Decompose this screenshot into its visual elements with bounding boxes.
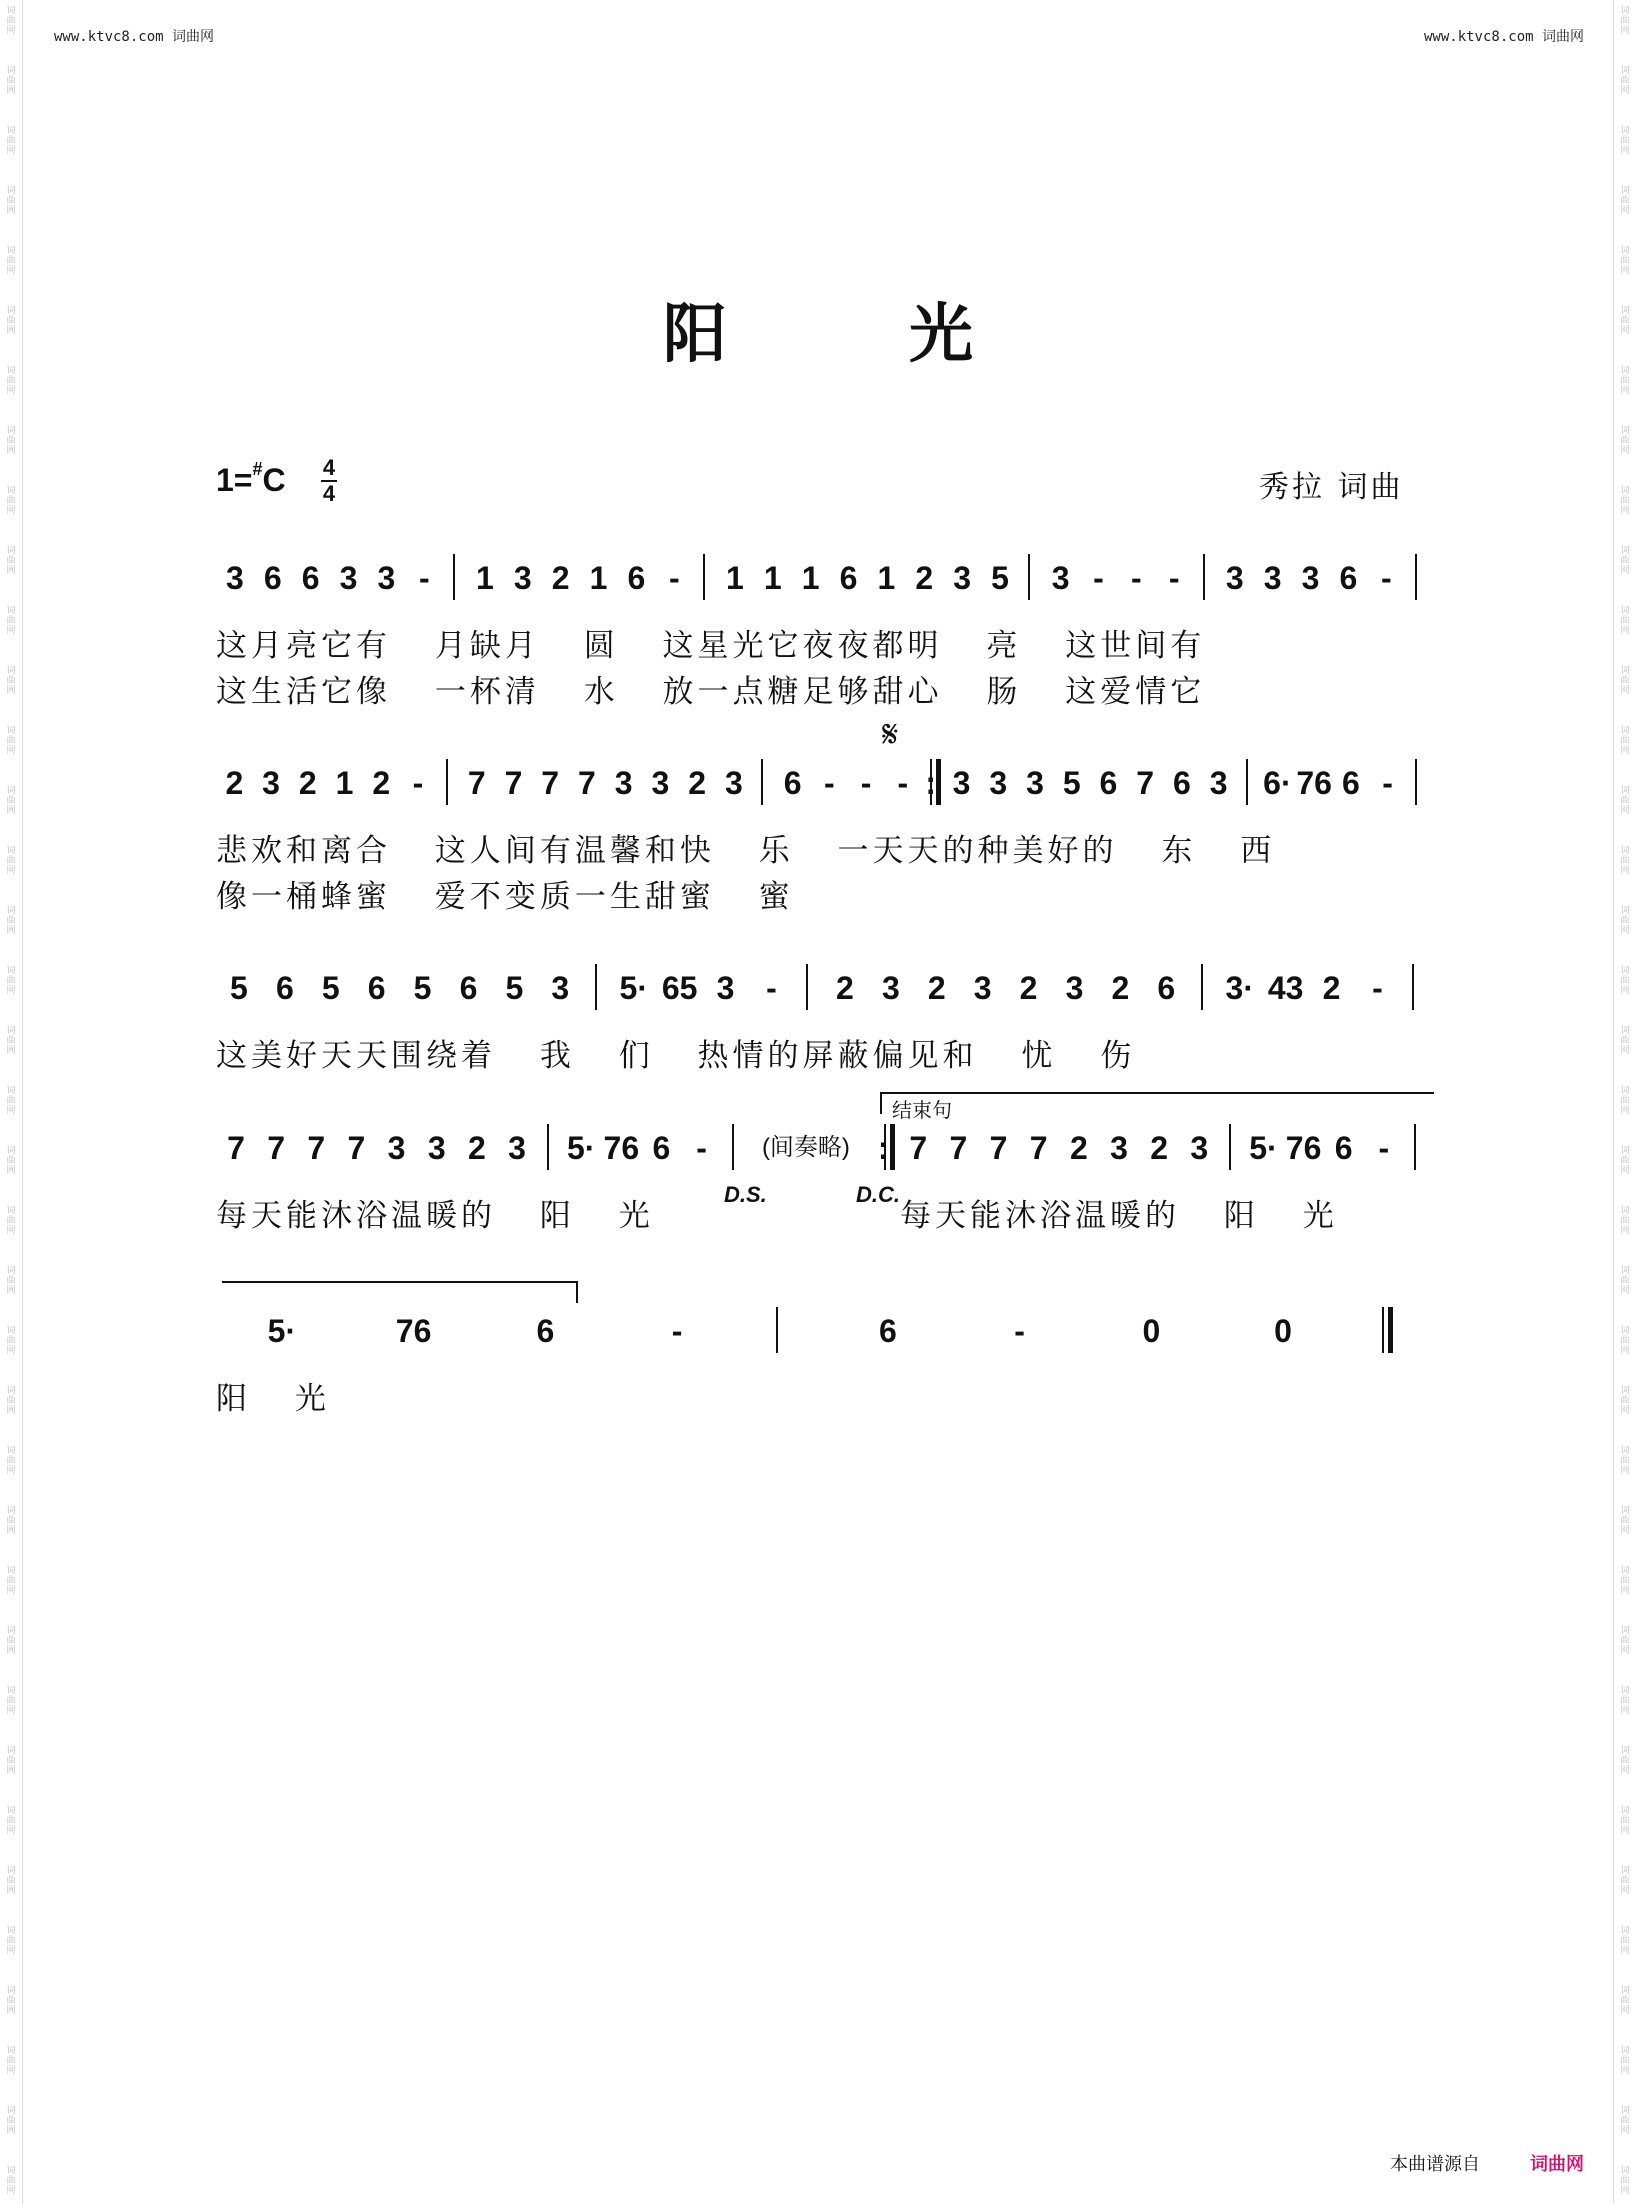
edge-watermark-text: 词 曲 网: [6, 1806, 16, 1836]
edge-watermark-text: 词 曲 网: [1620, 486, 1630, 516]
note: 6: [367, 970, 386, 1006]
barline: [595, 964, 597, 1010]
note: -: [696, 1130, 707, 1166]
note: -: [1093, 560, 1104, 596]
edge-watermark-text: 词 曲 网: [6, 1326, 16, 1356]
note: 3: [1065, 970, 1084, 1006]
lyric-line-2: 这生活它像 一杯清 水 放一点糖足够甜心 肠 这爱情它: [216, 674, 1206, 710]
barline: [446, 759, 448, 805]
staff-row: [216, 765, 1428, 825]
note: 1: [589, 560, 608, 596]
edge-watermark-text: 词 曲 网: [6, 486, 16, 516]
note: 6: [1339, 560, 1358, 596]
edge-watermark-text: 词 曲 网: [1620, 366, 1630, 396]
note: 6: [783, 765, 802, 801]
note: 7: [578, 765, 596, 801]
barline: [1229, 1124, 1231, 1170]
note: 3·: [1225, 970, 1254, 1006]
note: 3: [1110, 1130, 1128, 1166]
edge-watermark-text: 词 曲 网: [1620, 1566, 1630, 1596]
note: 7: [1136, 765, 1155, 801]
note: -: [1378, 1130, 1390, 1166]
edge-watermark-text: 词 曲 网: [1620, 1506, 1630, 1536]
note: 3: [716, 970, 735, 1006]
lyric-line-1: 这月亮它有 月缺月 圆 这星光它夜夜都明 亮 这世间有: [216, 628, 1206, 664]
note: 1: [335, 765, 354, 801]
edge-watermark-text: 词 曲 网: [6, 726, 16, 756]
edge-watermark-text: 词 曲 网: [6, 1686, 16, 1716]
note: -: [860, 765, 872, 801]
time-signature: 4 4: [322, 455, 336, 506]
staff-row: [216, 560, 1428, 620]
note: 3: [651, 765, 670, 801]
barline: [1382, 1307, 1384, 1353]
lyric-line-1: 阳 光: [216, 1381, 330, 1417]
edge-watermark-text: 词 曲 网: [6, 1446, 16, 1476]
note: 3: [1263, 560, 1282, 596]
note: 5·: [267, 1313, 297, 1349]
note: 3: [226, 560, 244, 596]
edge-watermark-text: 词 曲 网: [6, 786, 16, 816]
ds-mark: D.S.: [724, 1182, 767, 1207]
edge-watermark-text: 词 曲 网: [6, 1266, 16, 1296]
note: 2: [927, 970, 946, 1006]
note: 3: [1301, 560, 1320, 596]
edge-watermark-text: 词 曲 网: [1620, 306, 1630, 336]
edge-watermark-text: 词 曲 网: [1620, 66, 1630, 96]
note: 3: [1209, 765, 1228, 801]
note: 1: [763, 560, 782, 596]
note: 6: [263, 560, 282, 596]
edge-watermark-text: 词 曲 网: [1620, 1026, 1630, 1056]
note: 76: [395, 1313, 432, 1349]
staff-row: [216, 970, 1428, 1030]
edge-watermark-text: 词 曲 网: [6, 366, 16, 396]
note: 1: [877, 560, 896, 596]
note: -: [418, 560, 430, 596]
note: 2: [1019, 970, 1038, 1006]
edge-watermark-text: 词 曲 网: [1620, 126, 1630, 156]
note: 76: [1296, 765, 1332, 801]
note: 3: [881, 970, 900, 1006]
edge-watermark-text: 词 曲 网: [6, 1746, 16, 1776]
interlude-note: (间奏略): [761, 1134, 850, 1161]
edge-watermark-text: 词 曲 网: [1620, 1326, 1630, 1356]
note: 3: [377, 560, 396, 596]
note: 1: [801, 560, 820, 596]
ending-bracket: 结束句: [880, 1092, 1434, 1114]
edge-watermark-text: 词 曲 网: [6, 186, 16, 216]
barline: [547, 1124, 549, 1170]
edge-watermark-text: 词 曲 网: [6, 1986, 16, 2016]
edge-watermark-text: 词 曲 网: [1620, 1206, 1630, 1236]
note: 7: [467, 765, 486, 801]
note: 6: [1173, 765, 1191, 801]
note: 2: [915, 560, 934, 596]
edge-watermark-text: 词 曲 网: [1620, 2106, 1630, 2136]
note: 3: [339, 560, 358, 596]
barline: [1412, 964, 1414, 1010]
note: 6: [301, 560, 320, 596]
barline: [1203, 554, 1205, 600]
edge-watermark-text: 词 曲 网: [6, 246, 16, 276]
final-bracket: [222, 1281, 578, 1303]
note: -: [766, 970, 777, 1006]
edge-watermark-text: 词 曲 网: [6, 126, 16, 156]
note: 6: [1341, 765, 1360, 801]
composer-credit: 秀拉 词曲: [1259, 470, 1404, 505]
note: 5: [321, 970, 340, 1006]
note: 2: [836, 970, 854, 1006]
note: 5: [1062, 765, 1081, 801]
note: 3: [614, 765, 633, 801]
lyric-line-1: 每天能沐浴温暖的 阳 光: [216, 1198, 654, 1234]
dc-mark: D.C.: [856, 1182, 900, 1207]
barline: [761, 759, 763, 805]
note: 6: [536, 1313, 555, 1349]
note: 7: [909, 1130, 928, 1166]
note: 7: [307, 1130, 326, 1166]
note: 6: [878, 1313, 897, 1349]
edge-watermark-text: 词 曲 网: [1620, 966, 1630, 996]
repeat-colon: :: [877, 1130, 889, 1166]
note: -: [1372, 970, 1383, 1006]
edge-watermark-text: 词 曲 网: [6, 1026, 16, 1056]
note: 2: [1150, 1130, 1168, 1166]
edge-watermark-text: 词 曲 网: [1620, 726, 1630, 756]
note: 7: [1029, 1130, 1048, 1166]
edge-watermark-text: 词 曲 网: [1620, 906, 1630, 936]
edge-watermark-text: 词 曲 网: [6, 1926, 16, 1956]
note: 2: [551, 560, 570, 596]
edge-watermark-text: 词 曲 网: [1620, 1626, 1630, 1656]
repeat-colon: :: [925, 765, 936, 801]
note: 3: [1225, 560, 1244, 596]
edge-watermark-text: 词 曲 网: [1620, 666, 1630, 696]
note: -: [668, 560, 680, 596]
note: 3: [387, 1130, 406, 1166]
edge-watermark-text: 词 曲 网: [6, 1086, 16, 1116]
note: 7: [267, 1130, 286, 1166]
lyric-line-1: 这美好天天围绕着 我 们 热情的屏蔽偏见和 忧 伤: [216, 1038, 1136, 1074]
edge-watermark-text: 词 曲 网: [1620, 2166, 1630, 2196]
note: -: [412, 765, 424, 801]
note: -: [1168, 560, 1180, 596]
edge-watermark-text: 词 曲 网: [1620, 2046, 1630, 2076]
edge-watermark-text: 词 曲 网: [6, 1626, 16, 1656]
note: 3: [989, 765, 1008, 801]
barline: [806, 964, 808, 1010]
edge-watermark-text: 词 曲 网: [6, 606, 16, 636]
edge-watermark-text: 词 曲 网: [1620, 546, 1630, 576]
note: 0: [1274, 1313, 1292, 1349]
edge-watermark-text: 词 曲 网: [1620, 426, 1630, 456]
edge-watermark-text: 词 曲 网: [1620, 1086, 1630, 1116]
note: -: [1381, 560, 1392, 596]
key-signature: 1=#C: [216, 459, 286, 498]
note: 3: [427, 1130, 446, 1166]
note: -: [1131, 560, 1142, 596]
barline: [1201, 964, 1203, 1010]
site-watermark-left: www.ktvc8.com 词曲网: [54, 29, 215, 45]
note: 2: [1322, 970, 1341, 1006]
note: 2: [372, 765, 391, 801]
barline: [1246, 759, 1248, 805]
note: 3: [551, 970, 570, 1006]
edge-watermark-text: 词 曲 网: [1620, 186, 1630, 216]
barline: [453, 554, 455, 600]
note: 2: [1111, 970, 1130, 1006]
note: 6: [1157, 970, 1176, 1006]
edge-watermark-text: 词 曲 网: [1620, 1926, 1630, 1956]
edge-watermark-text: 词 曲 网: [6, 2046, 16, 2076]
note: 6: [839, 560, 858, 596]
note: 5: [230, 970, 248, 1006]
edge-watermark-text: 词 曲 网: [1620, 1686, 1630, 1716]
footer-source: 本曲谱源自 词曲网: [1390, 2154, 1584, 2175]
note: -: [897, 765, 909, 801]
edge-watermark-text: 词 曲 网: [6, 1566, 16, 1596]
note: 6: [1099, 765, 1118, 801]
note: 6: [652, 1130, 671, 1166]
song-title: 阳 光: [662, 297, 1054, 372]
edge-watermark-text: 词 曲 网: [1620, 1866, 1630, 1896]
note: 3: [973, 970, 992, 1006]
note: 7: [541, 765, 560, 801]
edge-watermark-text: 词 曲 网: [6, 546, 16, 576]
edge-watermark-text: 词 曲 网: [6, 1386, 16, 1416]
barline: [776, 1307, 778, 1353]
note: 1: [476, 560, 494, 596]
note: 5·: [619, 970, 648, 1006]
edge-watermark-text: 词 曲 网: [6, 906, 16, 936]
edge-watermark-text: 词 曲 网: [1620, 1746, 1630, 1776]
note: 1: [725, 560, 744, 596]
barline: [732, 1124, 734, 1170]
edge-watermark-text: 词 曲 网: [1620, 246, 1630, 276]
note: 2: [298, 765, 317, 801]
note: 3: [513, 560, 532, 596]
note: 3: [724, 765, 743, 801]
edge-watermark-text: 词 曲 网: [6, 306, 16, 336]
note: 2: [688, 765, 706, 801]
lyric-line-2: 像一桶蜂蜜 爱不变质一生甜蜜 蜜: [216, 879, 794, 915]
edge-watermark-text: 词 曲 网: [1620, 1806, 1630, 1836]
barline: [1414, 1124, 1416, 1170]
staff-row: [216, 1313, 1428, 1373]
note: 5: [991, 560, 1009, 596]
note: 5·: [566, 1130, 596, 1166]
note: 5: [505, 970, 524, 1006]
note: 3: [1190, 1130, 1209, 1166]
note: -: [1382, 765, 1393, 801]
edge-watermark-text: 词 曲 网: [6, 666, 16, 696]
note: 7: [989, 1130, 1008, 1166]
note: -: [1014, 1313, 1025, 1349]
barline: [1028, 554, 1030, 600]
edge-watermark-text: 词 曲 网: [1620, 6, 1630, 36]
edge-watermark-text: 词 曲 网: [1620, 606, 1630, 636]
lyric-line-coda: 每天能沐浴温暖的 阳 光: [900, 1198, 1338, 1234]
note: 7: [949, 1130, 968, 1166]
note: 7: [504, 765, 523, 801]
note: 3: [1026, 765, 1044, 801]
note: 65: [661, 970, 698, 1006]
edge-watermark-text: 词 曲 网: [6, 1506, 16, 1536]
note: 3: [508, 1130, 526, 1166]
barline: [1415, 554, 1417, 600]
note: 3: [1051, 560, 1070, 596]
note: 2: [225, 765, 244, 801]
note: 7: [347, 1130, 366, 1166]
note: 3: [953, 560, 972, 596]
note: 6: [275, 970, 294, 1006]
edge-watermark-text: 词 曲 网: [6, 1206, 16, 1236]
note: 5·: [1249, 1130, 1278, 1166]
note: 6: [459, 970, 478, 1006]
edge-watermark-text: 词 曲 网: [1620, 1386, 1630, 1416]
edge-watermark-text: 词 曲 网: [1620, 1446, 1630, 1476]
note: 2: [1069, 1130, 1088, 1166]
note: 6: [1334, 1130, 1353, 1166]
note: -: [671, 1313, 683, 1349]
note: -: [824, 765, 835, 801]
edge-watermark-text: 词 曲 网: [1620, 846, 1630, 876]
note: 0: [1142, 1313, 1161, 1349]
edge-watermark-text: 词 曲 网: [6, 1146, 16, 1176]
note: 6·: [1263, 765, 1292, 801]
note: 76: [1285, 1130, 1322, 1166]
edge-watermark-text: 词 曲 网: [6, 426, 16, 456]
note: 43: [1267, 970, 1304, 1006]
site-watermark-right: www.ktvc8.com 词曲网: [1423, 29, 1584, 45]
edge-watermark-text: 词 曲 网: [1620, 1146, 1630, 1176]
edge-watermark-text: 词 曲 网: [1620, 1266, 1630, 1296]
edge-watermark-text: 词 曲 网: [1620, 786, 1630, 816]
barline: [703, 554, 705, 600]
lyric-line-1: 悲欢和离合 这人间有温馨和快 乐 一天天的种美好的 东 西: [216, 833, 1276, 869]
edge-watermark-text: 词 曲 网: [6, 966, 16, 996]
edge-watermark-text: 词 曲 网: [6, 846, 16, 876]
edge-watermark-text: 词 曲 网: [6, 2106, 16, 2136]
segno-mark: 𝄋: [882, 712, 899, 756]
barline: [1388, 1307, 1393, 1353]
edge-watermark-text: 词 曲 网: [6, 66, 16, 96]
edge-watermark-text: 词 曲 网: [6, 1866, 16, 1896]
note: 76: [603, 1130, 640, 1166]
staff-row: [216, 1130, 1428, 1190]
note: 7: [227, 1130, 245, 1166]
note: 3: [262, 765, 280, 801]
edge-watermark-text: 词 曲 网: [6, 6, 16, 36]
note: 2: [467, 1130, 486, 1166]
note: 3: [952, 765, 971, 801]
note: 5: [413, 970, 432, 1006]
note: 6: [627, 560, 646, 596]
edge-watermark-text: 词 曲 网: [6, 2166, 16, 2196]
edge-watermark-text: 词 曲 网: [1620, 1986, 1630, 2016]
barline: [1415, 759, 1417, 805]
